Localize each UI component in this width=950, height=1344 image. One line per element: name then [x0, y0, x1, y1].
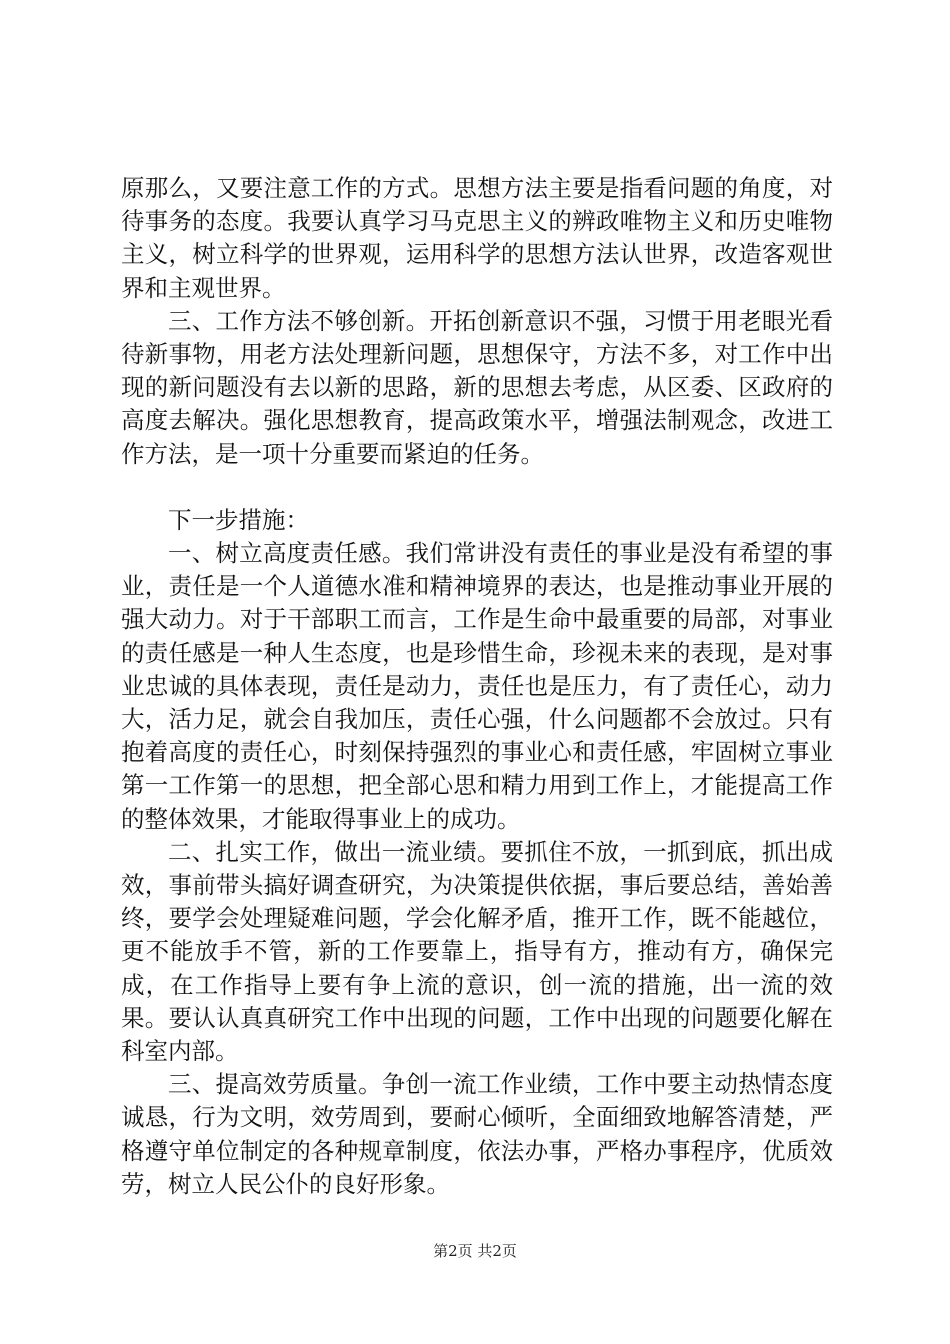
section-heading-next-steps: 下一步措施： [168, 505, 309, 534]
paragraph-method-innovation: 三、工作方法不够创新。开拓创新意识不强，习惯于用老眼光看待新事物，用老方法处理新问题，思想保守，方法不多，对工作中出现的新问题没有去以新的思路，新的思想去考虑，从区委、区政府的高度去解决。强化思想教育，提高政策水平，增强法制观念，改进工作方法，是一项十分重要而紧迫的任务。 [121, 306, 833, 468]
paragraph-responsibility: 一、树立高度责任感。我们常讲没有责任的事业是没有希望的事业，责任是一个人道德水准和精神境界的表达，也是推动事业开展的强大动力。对于干部职工而言，工作是生命中最重要的局部，对事业的责任感是一种人生态度，也是珍惜生命，珍视未来的表现，是对事业忠诚的具体表现，责任是动力，责任也是压力，有了责任心，动力大，活力足，就会自我加压，责任心强，什么问题都不会放过。只有抱着高度的责任心，时刻保持强烈的事业心和责任感，牢固树立事业第一工作第一的思想，把全部心思和精力用到工作上，才能提高工作的整体效果，才能取得事业上的成功。 [121, 539, 833, 833]
paragraph-solid-work: 二、扎实工作，做出一流业绩。要抓住不放，一抓到底，抓出成效，事前带头搞好调查研究，为决策提供依据，事后要总结，善始善终，要学会处理疑难问题，学会化解矛盾，推开工作，既不能越位，更不能放手不管，新的工作要靠上，指导有方，推动有方，确保完成，在工作指导上要有争上流的意识，创一流的措施，出一流的效果。要认认真真研究工作中出现的问题，工作中出现的问题要化解在科室内部。 [121, 837, 833, 1066]
paragraph-continued: 原那么，又要注意工作的方式。思想方法主要是指看问题的角度，对待事务的态度。我要认真学习马克思主义的辨政唯物主义和历史唯物主义，树立科学的世界观，运用科学的思想方法认世界，改造客观世界和主观世界。 [121, 174, 833, 302]
paragraph-gap [121, 471, 833, 504]
document-body [121, 172, 833, 1201]
paragraph-service-quality: 三、提高效劳质量。争创一流工作业绩，工作中要主动热情态度诚恳，行为文明，效劳周到，要耐心倾听，全面细致地解答清楚，严格遵守单位制定的各种规章制度，依法办事，严格办事程序，优质效劳，树立人民公仆的良好形象。 [121, 1070, 833, 1198]
page-footer: 第2页 共2页 [433, 1242, 517, 1260]
